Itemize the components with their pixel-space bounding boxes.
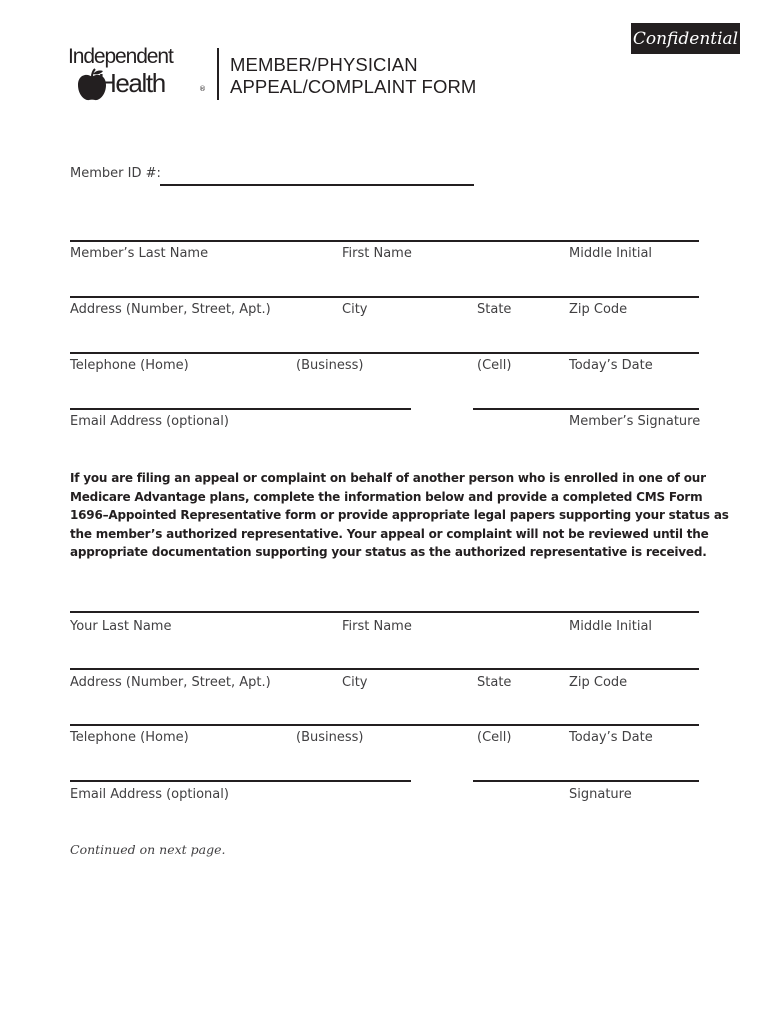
member-state-label: State <box>477 302 512 317</box>
rep-first-name-label: First Name <box>342 619 412 634</box>
member-cell-label: (Cell) <box>477 358 512 373</box>
form-title-line1: MEMBER/PHYSICIAN <box>230 54 418 75</box>
rep-address-field[interactable] <box>70 668 699 670</box>
rep-last-name-label: Your Last Name <box>70 619 172 634</box>
rep-signature-label: Signature <box>569 787 632 802</box>
rep-cell-label: (Cell) <box>477 730 512 745</box>
member-middle-initial-label: Middle Initial <box>569 246 653 261</box>
rep-zip-label: Zip Code <box>569 675 628 690</box>
member-id-label: Member ID #: <box>70 166 161 181</box>
form-title <box>230 54 476 98</box>
rep-address-label: Address (Number, Street, Apt.) <box>70 675 271 690</box>
registered-mark: ® <box>199 85 206 93</box>
member-email-field[interactable] <box>70 408 411 410</box>
member-address-label: Address (Number, Street, Apt.) <box>70 302 271 317</box>
form-title-line2: APPEAL/COMPLAINT FORM <box>230 76 477 97</box>
member-last-name-label: Member’s Last Name <box>70 246 209 261</box>
representative-notice <box>70 469 729 562</box>
rep-name-field[interactable] <box>70 611 699 613</box>
member-signature-label: Member’s Signature <box>569 414 701 429</box>
independent-health-logo <box>68 46 208 104</box>
member-id-field[interactable] <box>160 184 474 186</box>
rep-email-label: Email Address (optional) <box>70 787 229 802</box>
notice-line: appropriate documentation supporting your status as the authorized representative is received. <box>70 545 707 559</box>
member-address-field[interactable] <box>70 296 699 298</box>
member-todays-date-label: Today’s Date <box>569 358 653 373</box>
member-signature-field[interactable] <box>473 408 699 410</box>
rep-telephone-home-label: Telephone (Home) <box>70 730 189 745</box>
logo-text-line2: Health <box>98 68 165 98</box>
rep-business-label: (Business) <box>296 730 364 745</box>
logo-text-line1: Independent <box>68 45 173 68</box>
rep-todays-date-label: Today’s Date <box>569 730 653 745</box>
member-zip-label: Zip Code <box>569 302 628 317</box>
rep-middle-initial-label: Middle Initial <box>569 619 653 634</box>
rep-state-label: State <box>477 675 512 690</box>
member-email-label: Email Address (optional) <box>70 414 229 429</box>
member-first-name-label: First Name <box>342 246 412 261</box>
continued-note: Continued on next page. <box>70 842 226 857</box>
member-phone-field[interactable] <box>70 352 699 354</box>
member-business-label: (Business) <box>296 358 364 373</box>
notice-line: 1696–Appointed Representative form or provide appropriate legal papers supporting your status as <box>70 508 729 522</box>
member-name-field[interactable] <box>70 240 699 242</box>
rep-signature-field[interactable] <box>473 780 699 782</box>
notice-line: If you are filing an appeal or complaint on behalf of another person who is enrolled in one of our <box>70 471 706 485</box>
confidential-badge: Confidential <box>631 23 740 54</box>
member-city-label: City <box>342 302 368 317</box>
header-divider <box>217 48 219 100</box>
notice-line: Medicare Advantage plans, complete the information below and provide a completed CMS Form <box>70 489 703 504</box>
rep-phone-field[interactable] <box>70 724 699 726</box>
rep-email-field[interactable] <box>70 780 411 782</box>
member-telephone-home-label: Telephone (Home) <box>70 358 189 373</box>
notice-line: the member’s authorized representative. Your appeal or complaint will not be reviewed until the <box>70 526 709 541</box>
rep-city-label: City <box>342 675 368 690</box>
